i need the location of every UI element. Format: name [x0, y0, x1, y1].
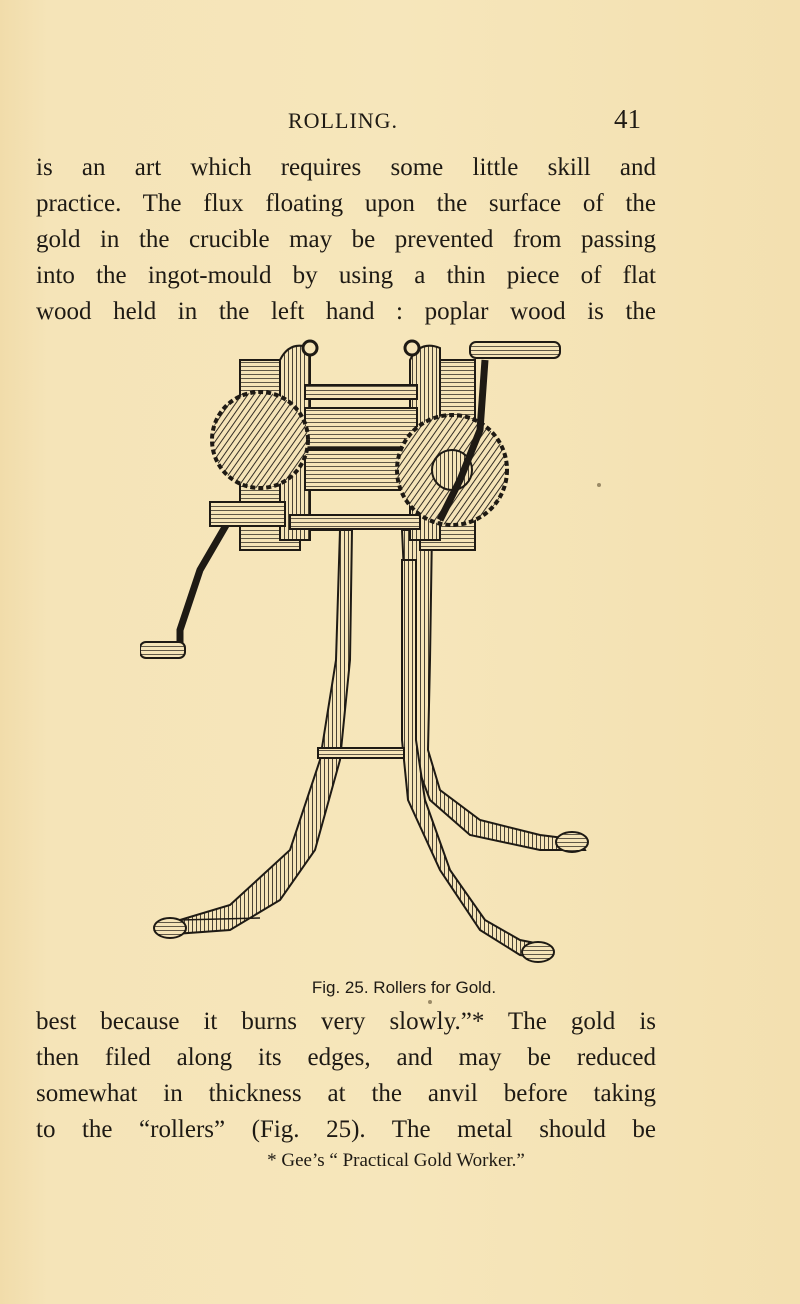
upper-roller [305, 408, 417, 448]
text-line: practice. The flux floating upon the surface of the [36, 190, 656, 217]
running-head-title: ROLLING. [288, 108, 399, 133]
left-leg [158, 530, 352, 935]
text-line: is an art which requires some little skill and [36, 154, 656, 181]
print-speck [597, 483, 601, 487]
text-line: into the ingot-mould by using a thin piece of flat [36, 262, 656, 289]
text-line: to the “rollers” (Fig. 25). The metal should be [36, 1116, 656, 1143]
page-number: 41 [614, 104, 641, 134]
left-gear [212, 392, 308, 488]
text-line: wood held in the left hand : poplar wood is the [36, 298, 656, 325]
text-line: gold in the crucible may be prevented from passing [36, 226, 656, 253]
footnote-text: * Gee’s “ Practical Gold Worker.” [267, 1150, 525, 1171]
paragraph-top [36, 150, 656, 330]
text-line: somewhat in thickness at the anvil before taking [36, 1080, 656, 1107]
right-leg [402, 530, 585, 850]
paragraph-bottom [36, 1004, 656, 1148]
text-line: best because it burns very slowly.”* The gold is [36, 1008, 656, 1035]
footnote [0, 1150, 800, 1172]
left-crank [180, 515, 232, 650]
rolling-mill-illustration [140, 330, 620, 975]
figure-caption-text: Fig. 25. Rollers for Gold. [311, 978, 497, 997]
figure-caption [0, 978, 800, 998]
text-line: then filed along its edges, and may be reduced [36, 1044, 656, 1071]
running-head [0, 104, 800, 138]
